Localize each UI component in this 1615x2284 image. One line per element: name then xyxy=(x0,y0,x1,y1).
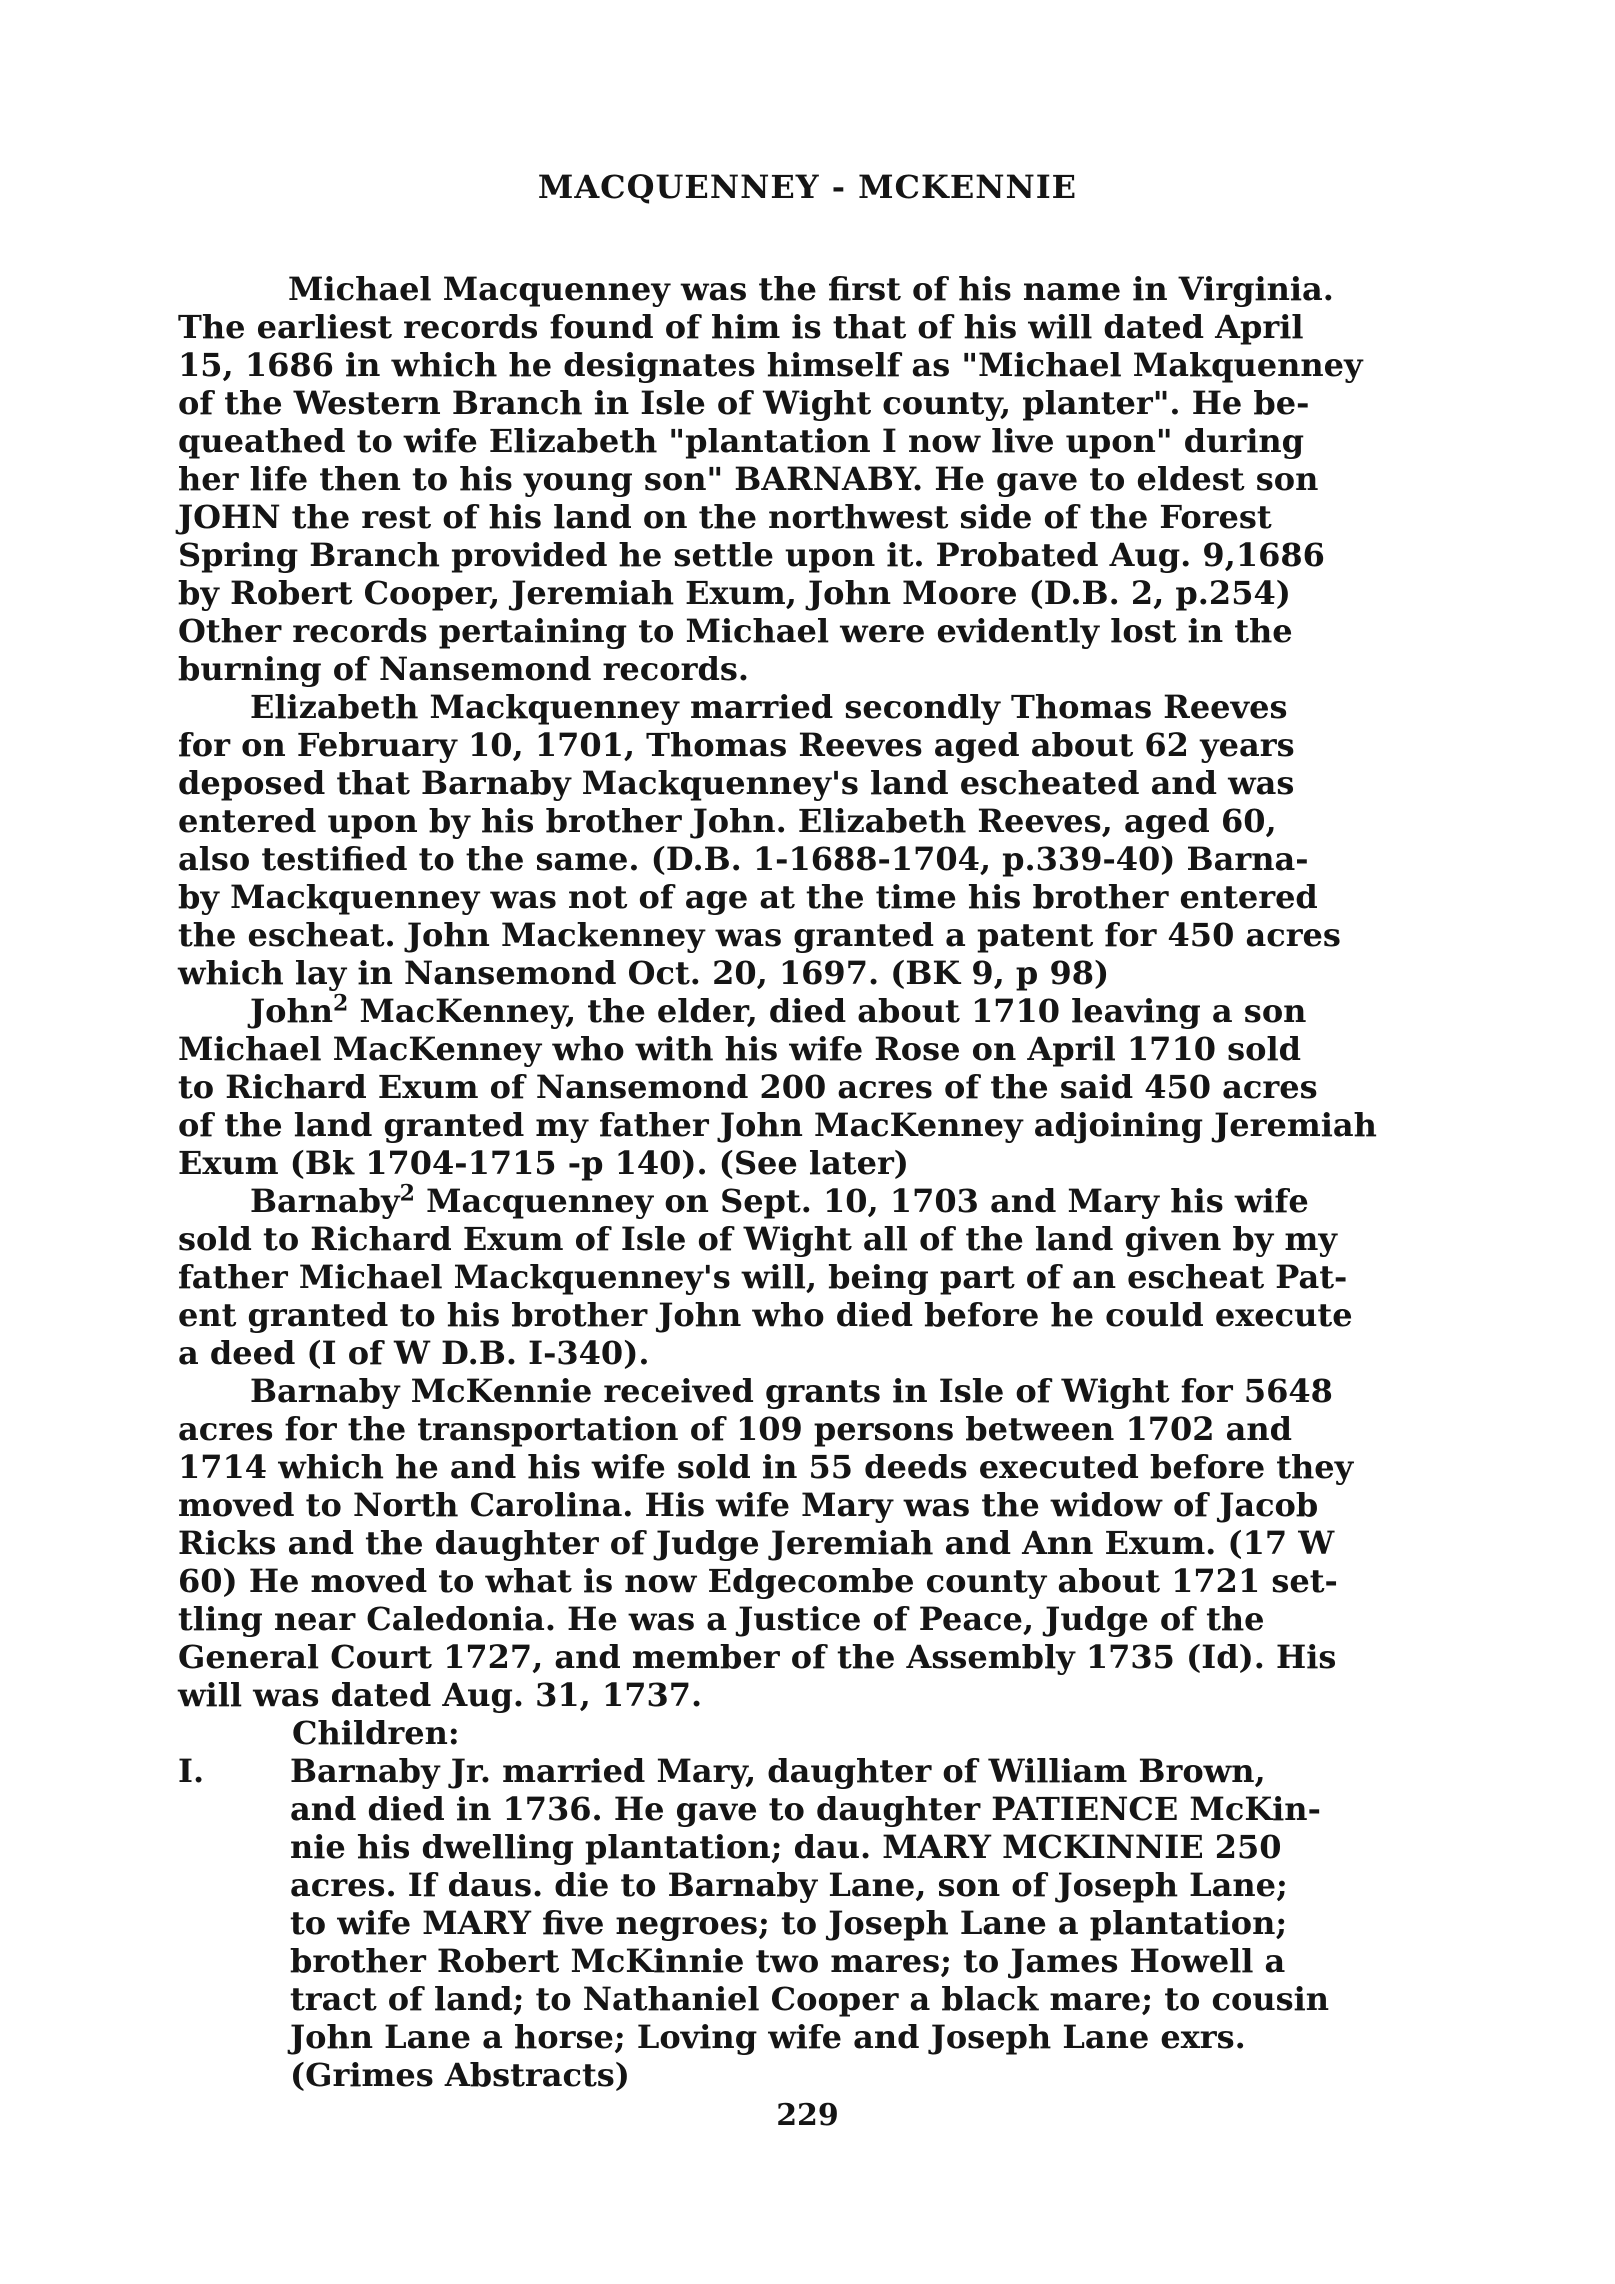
text-line: John Lane a horse; Loving wife and Joseph Lane exrs. xyxy=(290,2018,1246,2056)
text-line: (Grimes Abstracts) xyxy=(290,2056,630,2094)
list-item xyxy=(178,1752,1478,1790)
text-line: 15, 1686 in which he designates himself as "Michael Makquenney xyxy=(178,346,1363,384)
person-name: John xyxy=(250,992,334,1030)
generation-superscript: 2 xyxy=(333,990,349,1017)
text-line: Michael Macquenney was the first of his name in Virginia. xyxy=(288,270,1334,308)
text-line: for on February 10, 1701, Thomas Reeves aged about 62 years xyxy=(178,726,1295,764)
item-number: I. xyxy=(178,1752,205,1790)
text-line: and died in 1736. He gave to daughter PATIENCE McKin- xyxy=(290,1790,1321,1828)
text-line: will was dated Aug. 31, 1737. xyxy=(178,1676,703,1714)
text-line: her life then to his young son" BARNABY. He gave to eldest son xyxy=(178,460,1319,498)
line-text: Barnaby Jr. married Mary, daughter of William Brown, xyxy=(290,1752,1266,1790)
text-line: to Richard Exum of Nansemond 200 acres of the said 450 acres xyxy=(178,1068,1318,1106)
text-line: Michael MacKenney who with his wife Rose on April 1710 sold xyxy=(178,1030,1301,1068)
text-line: Exum (Bk 1704-1715 -p 140). (See later) xyxy=(178,1144,909,1182)
text-line: 60) He moved to what is now Edgecombe county about 1721 set- xyxy=(178,1562,1338,1600)
text-line: father Michael Mackquenney's will, being part of an escheat Pat- xyxy=(178,1258,1348,1296)
text-line: acres for the transportation of 109 persons between 1702 and xyxy=(178,1410,1293,1448)
text-line xyxy=(178,992,1478,1030)
page-title: MACQUENNEY - MCKENNIE xyxy=(537,168,1078,206)
text-line: Other records pertaining to Michael were evidently lost in the xyxy=(178,612,1293,650)
person-name: Barnaby xyxy=(250,1182,400,1220)
text-line: which lay in Nansemond Oct. 20, 1697. (BK 9, p 98) xyxy=(178,954,1110,992)
text-line: of the land granted my father John MacKenney adjoining Jeremiah xyxy=(178,1106,1377,1144)
line-text: MacKenney, the elder, died about 1710 leaving a son xyxy=(359,992,1307,1030)
text-line: sold to Richard Exum of Isle of Wight all of the land given by my xyxy=(178,1220,1337,1258)
text-line: queathed to wife Elizabeth "plantation I now live upon" during xyxy=(178,422,1304,460)
text-line: entered upon by his brother John. Elizabeth Reeves, aged 60, xyxy=(178,802,1277,840)
text-line: 1714 which he and his wife sold in 55 deeds executed before they xyxy=(178,1448,1354,1486)
text-line: The earliest records found of him is that of his will dated April xyxy=(178,308,1304,346)
body-text xyxy=(178,270,1478,2094)
text-line: deposed that Barnaby Mackquenney's land escheated and was xyxy=(178,764,1295,802)
text-line: of the Western Branch in Isle of Wight county, planter". He be- xyxy=(178,384,1310,422)
text-line: burning of Nansemond records. xyxy=(178,650,749,688)
text-line: by Mackquenney was not of age at the time his brother entered xyxy=(178,878,1318,916)
text-line: a deed (I of W D.B. I-340). xyxy=(178,1334,650,1372)
text-line: nie his dwelling plantation; dau. MARY MCKINNIE 250 xyxy=(290,1828,1282,1866)
text-line: Spring Branch provided he settle upon it. Probated Aug. 9,1686 xyxy=(178,536,1325,574)
text-line xyxy=(178,1182,1478,1220)
text-line: General Court 1727, and member of the Assembly 1735 (Id). His xyxy=(178,1638,1337,1676)
text-line: Barnaby McKennie received grants in Isle of Wight for 5648 xyxy=(250,1372,1333,1410)
text-line: to wife MARY five negroes; to Joseph Lane a plantation; xyxy=(290,1904,1288,1942)
text-line: Children: xyxy=(292,1714,460,1752)
text-line: moved to North Carolina. His wife Mary was the widow of Jacob xyxy=(178,1486,1319,1524)
text-line: acres. If daus. die to Barnaby Lane, son of Joseph Lane; xyxy=(290,1866,1288,1904)
text-line: by Robert Cooper, Jeremiah Exum, John Moore (D.B. 2, p.254) xyxy=(178,574,1291,612)
page-number: 229 xyxy=(776,2098,839,2133)
text-line: brother Robert McKinnie two mares; to James Howell a xyxy=(290,1942,1286,1980)
text-line: the escheat. John Mackenney was granted a patent for 450 acres xyxy=(178,916,1341,954)
text-line: ent granted to his brother John who died before he could execute xyxy=(178,1296,1353,1334)
text-line: JOHN the rest of his land on the northwest side of the Forest xyxy=(178,498,1272,536)
text-line: also testified to the same. (D.B. 1-1688-1704, p.339-40) Barna- xyxy=(178,840,1309,878)
text-line: Elizabeth Mackquenney married secondly Thomas Reeves xyxy=(250,688,1288,726)
line-text: Macquenney on Sept. 10, 1703 and Mary his wife xyxy=(426,1182,1309,1220)
generation-superscript: 2 xyxy=(399,1180,415,1207)
text-line: tract of land; to Nathaniel Cooper a black mare; to cousin xyxy=(290,1980,1330,2018)
text-line: tling near Caledonia. He was a Justice of Peace, Judge of the xyxy=(178,1600,1265,1638)
text-line: Ricks and the daughter of Judge Jeremiah and Ann Exum. (17 W xyxy=(178,1524,1335,1562)
